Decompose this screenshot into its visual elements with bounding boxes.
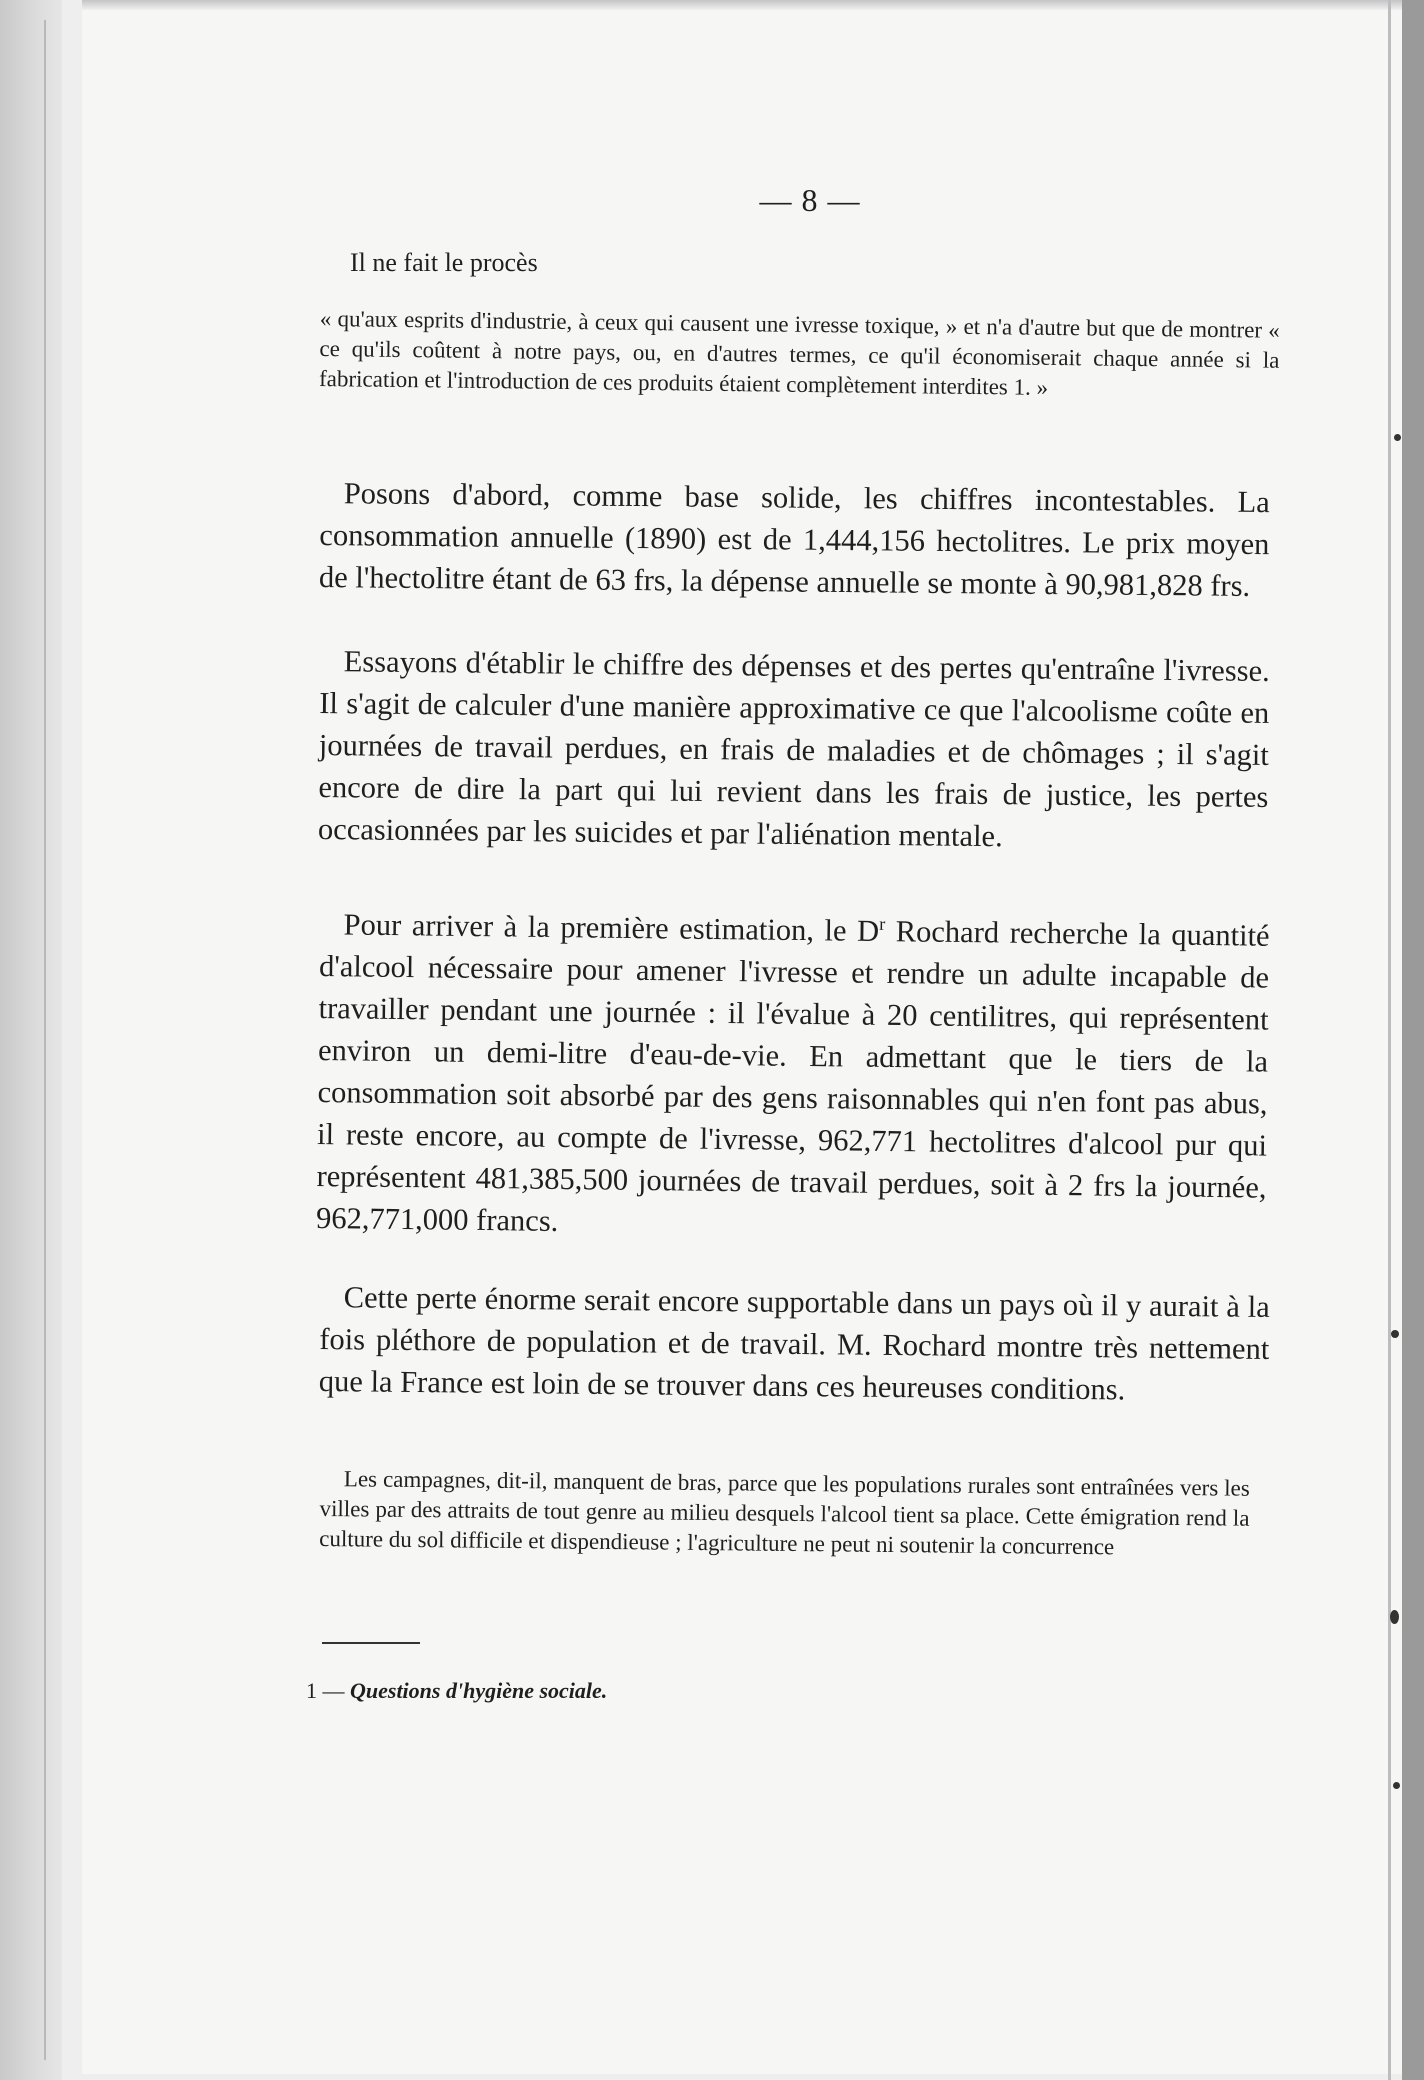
paragraph-estimation-rest: Rochard recherche la quantité d'alcool nécessaire pour amener l'ivresse et rendre un adulte incapable de travailler pendant une journée : il l'évalue à 20 centilitres, qui représentent environ un demi-litre d'eau-de-vie. En admettant que le tiers de la consommation soit absorbé par des gens raisonnables qui n'en font pas abus, il reste encore, au compte de l'ivresse, 962,771 hectolitres d'alcool pur qui représentent 481,385,500 journées de travail perdues, soit à 2 frs la journée, 962,771,000 francs. <box>315 914 1270 1239</box>
paragraph-loss: Cette perte énorme serait encore supportable dans un pays où il y aurait à la fois pléthore de population et de travail. M. Rochard montre très nettement que la France est loin de se trouver dans ces heureuses conditions. <box>318 1280 1270 1407</box>
binding-hole-mark <box>1393 1782 1400 1789</box>
block-quote: « qu'aux esprits d'industrie, à ceux qui causent une ivresse toxique, » et n'a d'autre but que de montrer « ce qu'ils coûtent à notre pays, ou, en d'autres termes, ce qu'il économiserait chaque année si la fabrication et l'introduction de ces produits étaient complètement interdites 1. » <box>318 305 1280 400</box>
book-spine-edge <box>0 0 62 2080</box>
doctor-abbrev-superscript: r <box>879 913 886 934</box>
small-print-quote: Les campagnes, dit-il, manquent de bras, parce que les populations rurales sont entraînées vers les villes par des attraits de tout genre au milieu desquels l'alcool tient sa place. Cette émigration rend la culture du sol difficile et dispendieuse ; l'agriculture ne peut ni soutenir la concurrence <box>319 1466 1250 1560</box>
page-number: — 8 — <box>759 182 861 218</box>
footnote-work-title: Questions d'hygiène sociale. <box>350 1678 608 1703</box>
paragraph-estimation-start: Pour arriver à la première estimation, le D <box>343 907 880 948</box>
binding-hole-mark <box>1391 1330 1399 1338</box>
page-top-shadow <box>82 0 1402 10</box>
paragraph-estimation <box>316 896 1270 1251</box>
footnote <box>306 1678 607 1704</box>
paragraph-consumption: Posons d'abord, comme base solide, les chiffres incontestables. La consommation annuelle (1890) est de 1,444,156 hectolitres. Le prix moyen de l'hectolitre étant de 63 frs, la dépense annuelle se monte à 90,981,828 frs. <box>318 476 1270 603</box>
intro-line: Il ne fait le procès <box>350 248 538 277</box>
footnote-divider <box>322 1642 420 1644</box>
scan-right-border <box>1402 0 1424 2080</box>
binding-hole-mark <box>1394 434 1401 441</box>
paragraph-expenses: Essayons d'établir le chiffre des dépenses et des pertes qu'entraîne l'ivresse. Il s'agit de calculer d'une manière approximative ce que l'alcoolisme coûte en journées de travail perdues, en frais de maladies et de chômages ; il s'agit encore de dire la part qui lui revient dans les frais de justice, les pertes occasionnées par les suicides et par l'aliénation mentale. <box>317 644 1270 854</box>
footnote-marker: 1 — <box>306 1678 345 1703</box>
binding-hole-mark <box>1390 1610 1399 1624</box>
